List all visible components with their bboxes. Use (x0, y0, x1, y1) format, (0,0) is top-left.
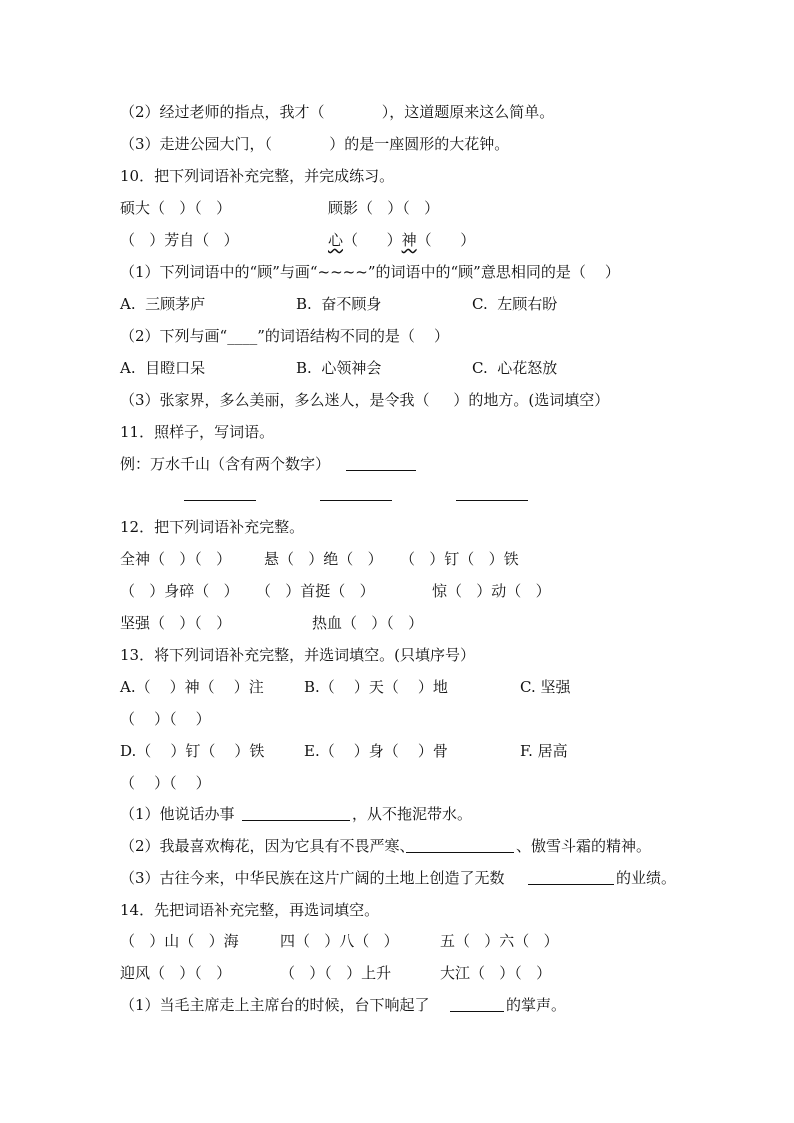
q9-sub2: （2）经过老师的指点，我才（ ），这道题原来这么简单。 (120, 103, 555, 121)
q10-sub2-option-b: B. 心领神会 (296, 359, 382, 377)
q10-sub3: （3）张家界，多么美丽，多么迷人，是令我（ ）的地方。(选词填空） (120, 391, 610, 409)
q11-answer-line-1[interactable] (184, 500, 256, 501)
q13-word-f-blanks: （ ）（ ） (120, 774, 211, 792)
q14-sub1-answer-line[interactable] (450, 1011, 504, 1012)
q13-word-c-blanks: （ ）（ ） (120, 710, 211, 728)
q10-title: 10．把下列词语补充完整，并完成练习。 (120, 167, 395, 185)
q13-sub3-start: （3）古往今来，中华民族在这片广阔的土地上创造了无数 (120, 869, 505, 887)
q11-answer-line-0[interactable] (346, 470, 416, 471)
q13-word-d: D.（ ）钉（ ）铁 (120, 742, 265, 760)
q10-sub2-option-a: A. 目瞪口呆 (120, 359, 206, 377)
q10-blank-2: （ ） (416, 231, 476, 249)
q14-sub1-start: （1）当毛主席走上主席台的时候，台下响起了 (120, 996, 430, 1014)
q13-sub2-start: （2）我最喜欢梅花，因为它具有不畏严寒、 (120, 837, 415, 855)
q13-sub1-start: （1）他说话办事 (120, 805, 235, 823)
q13-word-c: C. 坚强 (520, 678, 571, 696)
q13-sub2-answer-line[interactable] (406, 852, 514, 853)
q10-sub1-option-a: A. 三顾茅庐 (120, 295, 206, 313)
q12-word-1: 全神（ ）（ ） (120, 550, 232, 568)
q14-word-1: （ ）山（ ）海 (120, 932, 239, 950)
q10-sub1-option-b: B. 奋不顾身 (296, 295, 382, 313)
q11-title: 11．照样子，写词语。 (120, 423, 275, 441)
q14-word-4: 迎风（ ）（ ） (120, 964, 232, 982)
q10-word-1: 硕大（ ）（ ） (120, 199, 232, 217)
q10-wavy-char-2: 神 (401, 231, 417, 249)
q10-sub1: （1）下列词语中的“顾”与画“~~~~”的词语中的“顾”意思相同的是（ ） (120, 263, 620, 281)
q13-sub3-answer-line[interactable] (528, 884, 614, 885)
q13-word-e: E.（ ）身（ ）骨 (304, 742, 448, 760)
q13-sub2-end: 、傲雪斗霜的精神。 (516, 837, 652, 855)
q10-sub2-option-c: C. 心花怒放 (472, 359, 558, 377)
q14-title: 14．先把词语补充完整，再选词填空。 (120, 901, 380, 919)
q11-answer-line-3[interactable] (456, 500, 528, 501)
q13-sub3-end: 的业绩。 (616, 869, 677, 887)
q12-word-7: 坚强（ ）（ ） (120, 614, 232, 632)
q13-title: 13．将下列词语补充完整，并选词填空。(只填序号） (120, 646, 475, 664)
q13-word-f: F. 居高 (520, 742, 568, 760)
q10-word-3: （ ）芳自（ ） (120, 231, 239, 249)
q13-word-a: A.（ ）神（ ）注 (120, 678, 264, 696)
q13-sub1-end: ，从不拖泥带水。 (352, 805, 473, 823)
q14-word-2: 四（ ）八（ ） (280, 932, 399, 950)
q10-sub1-option-c: C. 左顾右盼 (472, 295, 558, 313)
q12-word-6: 惊（ ）动（ ） (432, 582, 551, 600)
q14-sub1-end: 的掌声。 (506, 996, 567, 1014)
q14-word-6: 大江（ ）（ ） (440, 964, 552, 982)
q12-word-5: （ ）首挺（ ） (256, 582, 375, 600)
q12-word-4: （ ）身碎（ ） (120, 582, 239, 600)
q10-blank-1: （ ） (343, 231, 402, 249)
q12-word-2: 悬（ ）绝（ ） (264, 550, 383, 568)
q14-word-3: 五（ ）六（ ） (440, 932, 559, 950)
q13-word-b: B.（ ）天（ ）地 (304, 678, 448, 696)
q10-sub2: （2）下列与画“____”的词语结构不同的是（ ） (120, 327, 449, 345)
q14-word-5: （ ）（ ）上升 (280, 964, 392, 982)
q12-word-8: 热血（ ）（ ） (312, 614, 424, 632)
q9-sub3: （3）走进公园大门，（ ）的是一座圆形的大花钟。 (120, 135, 510, 153)
q10-word-2: 顾影（ ）（ ） (328, 199, 440, 217)
q10-word-4 (328, 229, 475, 251)
q10-wavy-char-1: 心 (328, 231, 344, 249)
q13-sub1-answer-line[interactable] (242, 820, 350, 821)
q12-word-3: （ ）钉（ ）铁 (400, 550, 519, 568)
q11-example: 例：万水千山（含有两个数字） (120, 455, 331, 473)
q11-answer-line-2[interactable] (320, 500, 392, 501)
q12-title: 12．把下列词语补充完整。 (120, 518, 305, 536)
